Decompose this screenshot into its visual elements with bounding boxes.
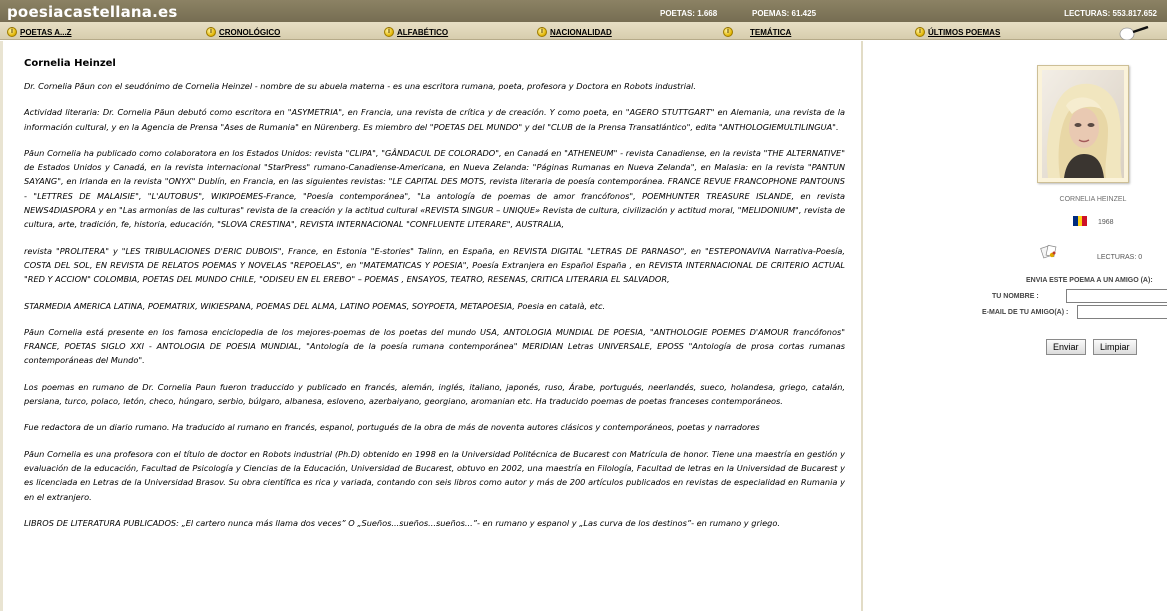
stat-poetas: POETAS: 1.668 [660, 9, 718, 18]
info-icon: i [723, 27, 733, 37]
stat-poemas: POEMAS: 61.425 [752, 9, 817, 18]
reads-count: LECTURAS: 0 [1097, 254, 1143, 261]
nav-link-nacionalidad[interactable]: NACIONALIDAD [550, 27, 612, 37]
poet-name-title: Cornelia Heinzel [24, 58, 116, 69]
bio-paragraph: Actividad literaria: Dr. Cornelia Păun debutó como escritora en "ASYMETRIA", en Francia, una revista de crítica y de creación. Y como poeta, en "AGERO STUTTGART" en Alemania, una revista de la información cultural, y en la Agencia de Prensa "Ases de Rumania" en Nürenberg. Es miembro del "POETAS DEL MUNDO" y del "CLUB de la Prensa Transatlántico", edita "ANTHOLOGIEMULTILINGUA". [24, 107, 845, 132]
site-logo[interactable]: poesiacastellana.es [7, 3, 178, 21]
portrait-image [1042, 70, 1124, 178]
bio-paragraph: Păun Cornelia está presente en los famosa enciclopedia de los mejores-poemas de los poetas del mundo USA, ANTOLOGIA MUNDIAL DE POESIA, "ANTHOLOGIE POEMES D'AMOUR francófonos" FRANCE, POETAS SIGLO XXI - ANTOLOGIA DE POESIA MUNDIAL, "Antología de la poesía rumana contemporánea" MERIDIAN Letras UNIVERSALE, EPOSS "Antología de prosa cortas rumanas contemporáneas del Mundo". [24, 326, 845, 366]
nav-link-cronologico[interactable]: CRONOLÓGICO [219, 27, 281, 37]
romania-flag-icon [1073, 216, 1087, 226]
flag-stripe [1082, 216, 1087, 226]
column-divider [861, 41, 863, 611]
share-title: ENVIA ESTE POEMA A UN AMIGO (A): [1026, 277, 1153, 284]
main-nav [0, 22, 1167, 40]
name-label: TU NOMBRE : [992, 293, 1039, 300]
nav-item-ultimos[interactable] [915, 26, 1000, 38]
birth-year: 1968 [1098, 219, 1114, 226]
nav-link-alfabetico[interactable]: ALFABÉTICO [397, 27, 449, 37]
books-icon [1040, 243, 1058, 259]
email-label: E-MAIL DE TU AMIGO(A) : [982, 309, 1069, 316]
author-name: CORNELIA HEINZEL [1059, 196, 1127, 203]
stat-lecturas: LECTURAS: 553.817.652 [1064, 9, 1157, 18]
bio-paragraph: revista "PROLITERA" y "LES TRIBULACIONES D'ERIC DUBOIS", France, en Estonia "E-stories" Talinn, en España, en REVISTA DIGITAL "LETRAS DE PARNASO", en "ESTEPONAVIVA Narrativa-Poesía, COSTA DEL SOL, EN REVISTA DE RELATOS POEMAS Y NOVELAS "REPOELAS", en "MATEMATICAS Y POESIA", Poesía Extranjera en Español España , en REVISTA INTERNACIONAL DE CRITERIO ACTUAL "RED Y ACCION" COLOMBIA, POETAS DEL MUNDO CHILE, "ODISEU EN EL EREBO" – POEMAS , ENSAYOS, TEATRO, RESENAS, CRITICA LITERARIA EL SALVADOR, [24, 245, 845, 285]
bio-paragraph: STARMEDIA AMERICA LATINA, POEMATRIX, WIKIESPANA, POEMAS DEL ALMA, LATINO POEMAS, SOYPOETA, METAPOESIA, Poesia en català, etc. [24, 300, 606, 311]
nav-item-nacionalidad[interactable] [537, 26, 612, 38]
info-icon: i [915, 27, 925, 37]
biography [24, 58, 845, 542]
info-icon: i [537, 27, 547, 37]
bio-paragraph: Los poemas en rumano de Dr. Cornelia Paun fueron traduccido y publicado en francés, alemán, inglés, italiano, japonés, ruso, Árabe, portugués, neerlandés, sueco, holandesa, griego, catalán, persiana, turco, polaco, letón, checo, húngaro, serbio, búlgaro, albanesa, esloveno, azerbaiyano, georgiano, aromanian etc. Ha traducido poemas de poetas franceses contemporáneos. [24, 381, 845, 407]
nav-item-alfabetico[interactable] [384, 26, 448, 38]
author-photo [1037, 65, 1129, 183]
nav-link-ultimos[interactable]: ÚLTIMOS POEMAS [928, 27, 1001, 37]
nav-link-tematica[interactable]: TEMÁTICA [750, 27, 792, 37]
bio-paragraph: Fue redactora de un diario rumano. Ha traducido al rumano en francés, espanol, portugués de la obra de más de noventa autores clásicos y contemporáneos, poetas y narradores [24, 422, 760, 433]
nav-link-poetas[interactable]: POETAS A...Z [20, 27, 72, 37]
left-edge [0, 41, 3, 611]
bio-paragraph: Păun Cornelia ha publicado como colaboratora en los Estados Unidos: revista "CLIPA", "GÂNDACUL DE COLORADO", en Canadá en "ATHENEUM" - revista Canadiense, en la revista "THE ALTERNATIVE" de Estados Unidos y Canadá, en la revista internacional "StarPress" rumano-Canadiense-Americana, en Nueva Zelanda: "Páginas Rumanas en Nueva Zelanda", en Malasia: en la revista "PANTUN SAYANG", en Irlanda en la revista "ONYX" Dublín, en Francia, en las siguientes revistas: "LE CAPITAL DES MOTS, revista literaria de poesía contemporánea. FRANCE REVUE FRANCOPHONE PANTOUNS - "LETTRES DE MALAISIE", "L'AUTOBUS", WIKIPOEMES-France, "Poesía contemporánea", "La antología de poemas de amor francófonos", POEMHUNTER TREASURE ISLANDE, en revista NEWS4DIASPORA y en "Las armonías de las culturas" revista de la creación y la actitud cultural «REVISTA SINGUR – UNIQUE» Revista de cultura, civilización y actitud moral, "MELIDONIUM", revista de cultura, arte, tradición, fe, historia, educación, "SLOVA CRESTINA", REVISTA INTERNACIONAL "CONFLUENTE LITERARE", AUSTRALIA, [24, 147, 845, 230]
send-button[interactable]: Enviar [1046, 339, 1086, 355]
info-icon: i [384, 27, 394, 37]
nav-item-poetas[interactable] [7, 26, 72, 38]
clear-button[interactable]: Limpiar [1093, 339, 1137, 355]
nav-item-cronologico[interactable] [206, 26, 280, 38]
bio-paragraph: LIBROS DE LITERATURA PUBLICADOS: „El cartero nunca más llama dos veces” O „Sueños...sueños...sueños...”- en rumano y espanol y „Las curva de los destinos”- en rumano y griego. [24, 517, 780, 528]
info-icon: i [206, 27, 216, 37]
nav-item-tematica[interactable] [723, 26, 791, 38]
friend-email-input[interactable] [1077, 305, 1167, 319]
bio-paragraph: Păun Cornelia es una profesora con el título de doctor en Robots industrial (Ph.D) obtenido en 1998 en la Universidad Politécnica de Bucarest con Matrícula de honor. Tiene una maestría en gestión y evaluación de la educación, Facultad de Psicología y Ciencias de la Educación, Universidad de Bucarest, obtuvo en 2002, una maestría en Filología, Facultad de letras en la Universidad de Bucarest y es licenciada en Letras de la Universidad Brasov. Su obra científica es rica y variada, contando con seis libros como autor y más de 200 artículos publicados en revistas de especialidad en Rumania y en el extranjero. [24, 448, 845, 502]
name-input[interactable] [1066, 289, 1167, 303]
lightbulb-icon[interactable] [1118, 26, 1150, 40]
bio-paragraph: Dr. Cornelia Păun con el seudónimo de Cornelia Heinzel - nombre de su abuela materna - es una escritora rumana, poeta, profesora y Doctora en Robots industrial. [24, 81, 696, 91]
top-header [0, 0, 1167, 22]
info-icon: i [7, 27, 17, 37]
